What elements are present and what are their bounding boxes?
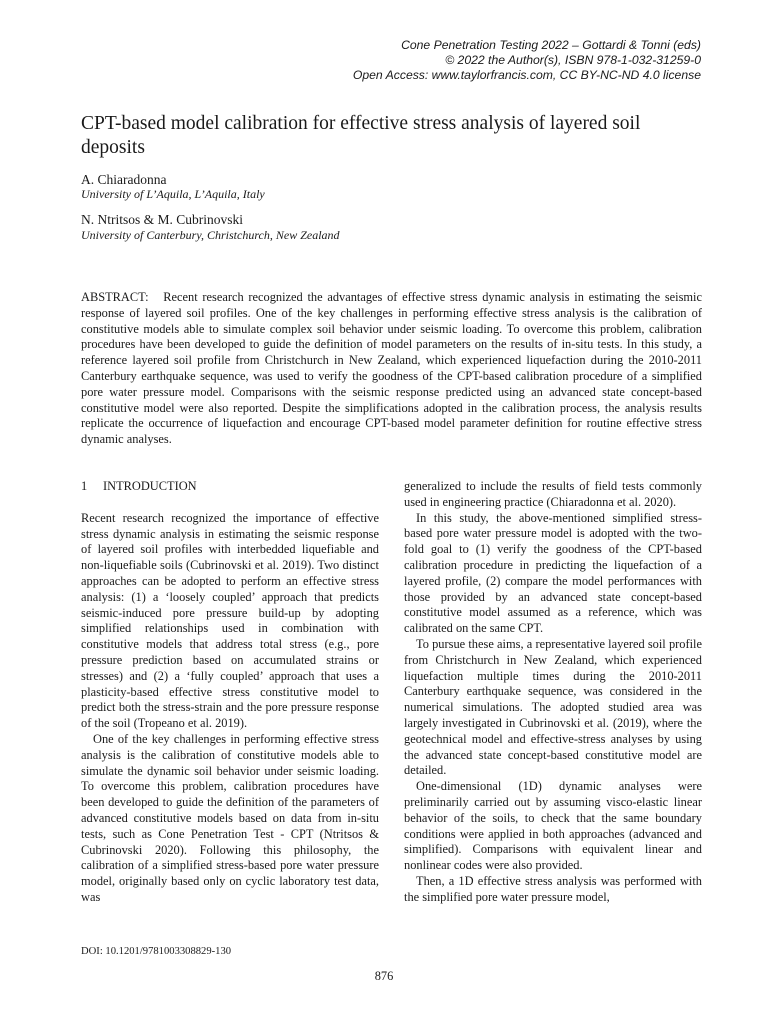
paragraph: To pursue these aims, a representative layered soil profile from Christchurch in New Zealand, which experienced liquefaction multiple times during the 2010-2011 Canterbury earthquake sequence, was considered in the numerical simulations. The adopted studied area was largely investigated in Cubrinovski et al. (2019), where the geotechnical model and effective-stress analyses by using the advanced state concept-based constitutive model are detailed.: [404, 636, 702, 778]
abstract-text: Recent research recognized the advantages of effective stress dynamic analysis in estimating the seismic response of layered soil profiles. One of the key challenges in performing effective stress analysis is the calibration of constitutive models able to simulate complex soil behavior under seismic loading. To overcome this problem, calibration procedures have been developed to guide the definition of model parameters on the results of in-situ tests. In this study, a reference layered soil profile from Christchurch in New Zealand, which experienced liquefaction during the 2010-2011 Canterbury earthquake sequence, was used to verify the goodness of the CPT-based calibration procedure of a simplified pore water pressure model. Comparisons with the seismic response predicted using an advanced state concept-based constitutive model were also reported. Despite the simplifications adopted in the calibration process, the analysis results replicate the occurrence of liquefaction and encourage CPT-based model parameter definition for routine effective stress dynamic analyses.: [81, 290, 702, 447]
header-copyright-line: © 2022 the Author(s), ISBN 978-1-032-31259-0: [445, 53, 701, 67]
author-1-name: A. Chiaradonna: [81, 172, 167, 187]
paper-title: CPT-based model calibration for effective stress analysis of layered soil deposits: [81, 113, 641, 158]
header-proceedings-line: Cone Penetration Testing 2022 – Gottardi & Tonni (eds): [401, 38, 701, 52]
paragraph: generalized to include the results of field tests commonly used in engineering practice (Chiaradonna et al. 2020).: [404, 479, 702, 509]
journal-header: [281, 38, 701, 83]
paragraph: In this study, the above-mentioned simplified stress-based pore water pressure model is adopted with the two-fold goal to (1) verify the goodness of the CPT-based calibration procedure in predicting the liquefaction of a layered profile, (2) compare the model performances with those provided by an advanced state concept-based constitutive model assumed as a reference, which was calibrated on the same CPT.: [404, 510, 702, 636]
author-1-affiliation: University of L’Aquila, L’Aquila, Italy: [81, 187, 265, 201]
abstract: [81, 290, 702, 448]
section-number: 1: [81, 479, 88, 493]
page-number: 876: [374, 969, 394, 983]
paragraph: One of the key challenges in performing effective stress analysis is the calibration of constitutive models able to simulate the dynamic soil behavior under seismic loading. To overcome this problem, calibration procedures have been developed to guide the definition of the parameters of advanced constitutive models based on data from in-situ tests, such as Cone Penetration Test - CPT (Ntritsos & Cubrinovski 2020). Following this philosophy, the calibration of a simplified stress-based pore water pressure model, originally based only on cyclic laboratory test data, was: [81, 731, 379, 904]
right-column: [404, 479, 702, 906]
doi: DOI: 10.1201/9781003308829-130: [81, 946, 232, 957]
author-2-name: N. Ntritsos & M. Cubrinovski: [81, 212, 244, 227]
author-2-affiliation: University of Canterbury, Christchurch, New Zealand: [81, 228, 340, 242]
section-heading: [81, 479, 379, 495]
left-column: [81, 479, 379, 906]
abstract-label: ABSTRACT:: [81, 290, 149, 304]
paragraph: Recent research recognized the importance of effective stress dynamic analysis in estimating the seismic response of layered soil profiles with interbedded liquefiable and non-liquefiable soils (Cubrinovski et al. 2019). Two distinct approaches can be adopted to perform an effective stress analysis: (1) a ‘loosely coupled’ approach that predicts seismic-induced pore pressure build-up by adopting simplified relationships used in combination with constitutive models that address total stress (e.g., pore pressure prediction based on accumulated strains or stresses) and (2) a ‘fully coupled’ approach that uses a plasticity-based effective stress constitutive model to predict both the stress-strain and the pore pressure response of the soil (Tropeano et al. 2019).: [81, 510, 379, 731]
section-title: INTRODUCTION: [103, 479, 197, 493]
paragraph: One-dimensional (1D) dynamic analyses were preliminarily carried out by assuming visco-elastic linear behavior of the soils, to check that the same boundary conditions were applied in both approaches (advanced and simplified). Comparisons with equivalent linear and nonlinear codes were also provided.: [404, 779, 702, 873]
header-license-line: Open Access: www.taylorfrancis.com, CC BY-NC-ND 4.0 license: [352, 68, 701, 82]
paragraph: Then, a 1D effective stress analysis was performed with the simplified pore water pressure model,: [404, 873, 702, 904]
